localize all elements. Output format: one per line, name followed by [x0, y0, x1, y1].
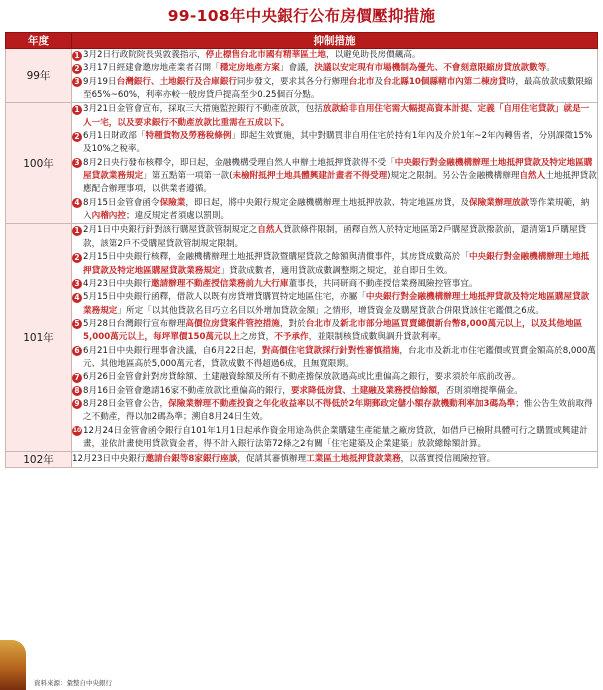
plain-text: 8月28日金管會公告，	[83, 398, 169, 409]
plain-text: 」會議，	[279, 63, 315, 74]
measure-text	[83, 76, 597, 103]
plain-text: 等作業規範，納入	[83, 197, 590, 222]
highlight-text: 保險業辦理放款	[468, 197, 530, 208]
highlight-text: 不予承作	[274, 332, 309, 343]
table-body	[6, 49, 598, 468]
item-number-badge: 10	[72, 427, 82, 435]
measures-cell	[72, 49, 598, 103]
plain-text: ，否則須增提準備金。	[436, 385, 523, 396]
plain-text: 時，最高放款成數限縮至65%~60%，利率亦較一般房貸戶提高至少0.25個百分點。	[83, 76, 593, 101]
plain-text: )規定之限制。另公告金融機構辦理	[387, 171, 520, 182]
plain-text: 5月28日台灣銀行宣布辦理	[83, 318, 186, 329]
highlight-text: 新北市	[340, 318, 366, 329]
highlight-text: 邀請辦理不動產授信業務前九大行庫	[150, 278, 289, 289]
measure-text	[83, 103, 597, 130]
item-number-badge: 2	[72, 132, 82, 142]
highlight-text: 台北縣10個縣轄市內第二棟房貸	[383, 76, 507, 87]
item-number-badge: 2	[72, 253, 82, 263]
measure-item	[72, 130, 597, 157]
measures-cell	[72, 224, 598, 452]
highlight-text: 工業區土地抵押貸款業務	[306, 454, 401, 465]
table-row	[6, 49, 598, 103]
plain-text: 9月19日	[83, 76, 117, 87]
plain-text: 3月17日經建會邀房地產業者召開「	[83, 63, 220, 74]
highlight-text: 台北市	[348, 76, 375, 87]
item-number-badge: 2	[72, 64, 82, 74]
plain-text: 同步發文，要求其各分行辦理	[236, 76, 349, 87]
plain-text: 貸款條件限制，函釋自然人於特定地區第2戶購屋貸款撥款前，還清第1戶購屋貸款，該第2戶不受購屋貸款管制規定限制。	[83, 225, 587, 249]
plain-text: 4月23日中央銀行	[83, 278, 151, 289]
plain-text: ，並限制核貸成數與調升貸款利率。	[308, 332, 447, 343]
measures-cell	[72, 103, 598, 224]
plain-text: ；惟公告生效前取得之不動產，得以加2碼為準；溯自8月24日生效。	[83, 398, 593, 423]
measure-text	[83, 398, 597, 425]
year-cell: 102年	[6, 452, 72, 468]
highlight-text: 特種貨物及勞務稅條例	[145, 131, 232, 142]
plain-text: 6月26日金管會針對房貸餘額、土建融資餘額及所有不動產擔保放款過高或比重偏高之銀行，要求須於年底前改善。	[83, 372, 521, 383]
plain-text: 」貸款成數者，適用貸款成數調整期之規定，並自即日生效。	[220, 265, 453, 276]
highlight-text: 穩定房地產方案	[219, 63, 280, 74]
measure-text	[83, 385, 597, 398]
measure-item	[72, 318, 597, 345]
year-cell: 100年	[6, 103, 72, 224]
item-number-badge: 5	[72, 319, 82, 329]
measures-cell	[72, 452, 598, 468]
highlight-text: 邀請台銀等8家銀行座談	[145, 454, 238, 465]
plain-text: 及	[374, 76, 384, 87]
measure-text	[83, 157, 597, 197]
highlight-text: 台北市	[305, 318, 332, 329]
measure-text	[72, 453, 597, 466]
item-number-badge: 9	[72, 399, 82, 409]
highlight-text: 對高價住宅貸款採行針對性審慎措施	[261, 345, 400, 356]
measure-text	[83, 130, 597, 157]
highlight-text: 部分地區買賣總價新台幣8,000萬元以上，以及其他地區5,000萬元以上，每坪單價150萬元以上	[83, 318, 583, 343]
measure-item	[72, 76, 597, 103]
header-measures: 抑制措施	[72, 33, 598, 49]
highlight-text: 停止標售台北市國有精華區土地	[205, 50, 326, 60]
item-number-badge: 6	[72, 346, 82, 356]
table-header-row	[6, 33, 598, 49]
measure-item	[72, 371, 597, 384]
plain-text: 2月1日中央銀行針對該行購屋貸款管制規定之	[83, 225, 258, 236]
measure-item	[72, 62, 597, 75]
measure-item	[72, 278, 597, 291]
plain-text: 董事長，共同研商不動產授信業務風險控管事宜。	[288, 278, 478, 289]
plain-text: ，台北市及新北市住宅鑑價或買賣金額高於8,000萬元、其他地區高於5,000萬元者，貸款成數不得超過6成，且無寬限期。	[83, 345, 596, 369]
measure-item	[72, 251, 597, 278]
highlight-text: 中央銀行對金融機構辦理土地抵押貸款及特定地區購屋貸款業務規定	[83, 157, 593, 182]
item-number-badge: 3	[72, 279, 82, 289]
plain-text: 8月16日金管會邀請16家不動產放款比重偏高的銀行，	[83, 385, 291, 396]
plain-text: ，促請其審慎辦理	[237, 454, 307, 465]
item-number-badge: 7	[72, 373, 82, 383]
measure-item	[72, 224, 597, 251]
measure-item	[72, 345, 597, 372]
measure-text	[83, 291, 597, 318]
item-number-badge: 4	[72, 293, 82, 303]
year-cell: 101年	[6, 224, 72, 452]
plain-text: 」所定「以其他貸款名目巧立名目以外增加貸款金額」之情形，增貸資金及購屋貸款合併限貸該住宅鑑價之6成。	[117, 305, 544, 316]
highlight-text: 自然人	[257, 225, 284, 236]
item-number-badge: 1	[72, 105, 82, 115]
plain-text: 之房貸，	[239, 332, 275, 343]
highlight-text: 未檢附抵押土地具體興建計畫者不得受理	[232, 171, 388, 182]
measure-item	[72, 398, 597, 425]
measure-item	[72, 453, 597, 466]
table-row	[6, 224, 598, 452]
measure-item	[72, 197, 597, 224]
measure-text	[83, 425, 597, 452]
highlight-text: 中央銀行對金融機構辦理土地抵押貸款及特定地區購屋貸款業務規定	[83, 252, 590, 276]
highlight-text: 內稽內控	[91, 211, 126, 222]
plain-text: ，對於	[279, 318, 306, 329]
year-cell: 99年	[6, 49, 72, 103]
measure-text	[83, 318, 597, 345]
table-row	[6, 103, 598, 224]
measure-item	[72, 49, 597, 62]
item-number-badge: 1	[72, 51, 82, 61]
plain-text: 3月21日金管會宣布，採取三大措施監控銀行不動產放款，包括	[83, 104, 323, 115]
measures-table	[5, 32, 598, 468]
highlight-text: 保險業辦理不動產投資之年化收益率以不得低於2年期郵政定儲小額存款機動利率加3碼為準	[168, 398, 516, 409]
measure-item	[72, 385, 597, 398]
plain-text: 」第五點第一項第一款(	[143, 171, 233, 182]
highlight-text: 決議以安定現有市場機制為優先、不會刻意限縮房貸放款數等	[314, 63, 547, 74]
item-number-badge: 4	[72, 198, 82, 208]
highlight-text: 自然人	[519, 171, 546, 182]
highlight-text: 中央銀行對金融機構辦理土地抵押貸款及特定地區購屋貸款業務規定	[83, 292, 590, 316]
plain-text: 8月15日金管會函令	[83, 197, 160, 208]
highlight-text: 高價位房貸案件管控措施	[185, 318, 280, 329]
highlight-text: 就是一人一宅，以及要求銀行不動產放款比重需在五成以下。	[83, 104, 590, 128]
item-number-badge: 1	[72, 226, 82, 236]
measure-item	[72, 103, 597, 130]
table-row	[6, 452, 598, 468]
plain-text: 12月24日金管會函令銀行自101年1月1日起承作資金用途為供企業購建生產能量之廠房貸款，如借戶已檢附具體可行之購置或興建計畫，並依計畫使用貸款資金者，得不計入銀行法第72條之2有關「住宅建築及企業建築」放款總餘額計算。	[83, 425, 588, 449]
plain-text: 2月15日中央銀行核釋，金融機構辦理土地抵押貸款暨購屋貸款之餘額與清償事件，其房貸成數高於「	[83, 252, 469, 263]
plain-text: 」即起生效實施，其中對購買非自用住宅於持有1年內及介於1年~2年內轉售者，分別課徵15%及10%之稅率。	[83, 131, 593, 155]
plain-text: ；違反規定者須處以罰則。	[126, 211, 230, 222]
plain-text: ，即日起，將中央銀行規定金融機構辦理土地抵押放款、特定地區房貸，及	[185, 197, 469, 208]
item-number-badge: 3	[72, 158, 82, 168]
plain-text: 。	[546, 63, 555, 74]
plain-text: 3月2日行政院院長吳敦義指示，	[83, 50, 206, 60]
measure-text	[83, 278, 597, 291]
measure-text	[83, 49, 597, 62]
highlight-text: 台灣銀行、土地銀行及合庫銀行	[116, 76, 237, 87]
highlight-text: 要求降低房貸、土建融及業務授信餘額	[290, 385, 437, 396]
measure-text	[83, 197, 597, 224]
measure-text	[83, 224, 597, 251]
item-number-badge: 8	[72, 386, 82, 396]
source-note: 資料來源：彙整自中央銀行	[34, 679, 112, 687]
plain-text: 及	[331, 318, 341, 329]
measure-text	[83, 251, 597, 278]
decorative-building-illustration	[0, 640, 26, 690]
measure-item	[72, 157, 597, 197]
measure-text	[83, 345, 597, 372]
measure-text	[83, 371, 597, 384]
plain-text: 6月1日財政部「	[83, 131, 146, 142]
measure-text	[83, 62, 597, 75]
plain-text: ，以落實授信風險控管。	[400, 454, 496, 465]
measure-item	[72, 425, 597, 452]
plain-text: 6月21日中央銀行理事會決議，自6月22日起，	[83, 345, 262, 356]
plain-text: ，以避免助長房價飆高。	[325, 50, 421, 60]
plain-text: 5月15日中央銀行函釋，借款人以既有房貸增貸購買特定地區住宅，亦屬「	[83, 292, 366, 303]
item-number-badge: 3	[72, 77, 82, 87]
highlight-text: 保險業	[159, 197, 186, 208]
measure-item	[72, 291, 597, 318]
plain-text: 12月23日中央銀行	[72, 454, 146, 465]
plain-text: 8月2日央行發布核釋令，即日起，金融機構受理自然人申辦土地抵押貸款得不受「	[83, 157, 395, 168]
highlight-text: 放款給非自用住宅需大幅提高資本計提、定義「自用住宅貸款」	[322, 104, 564, 115]
page-title: 99-108年中央銀行公布房價壓抑措施	[167, 7, 436, 25]
plain-text: 土地抵押貸款應配合辦理事項，以供業者遵循。	[83, 171, 597, 195]
header-year: 年度	[6, 33, 72, 49]
